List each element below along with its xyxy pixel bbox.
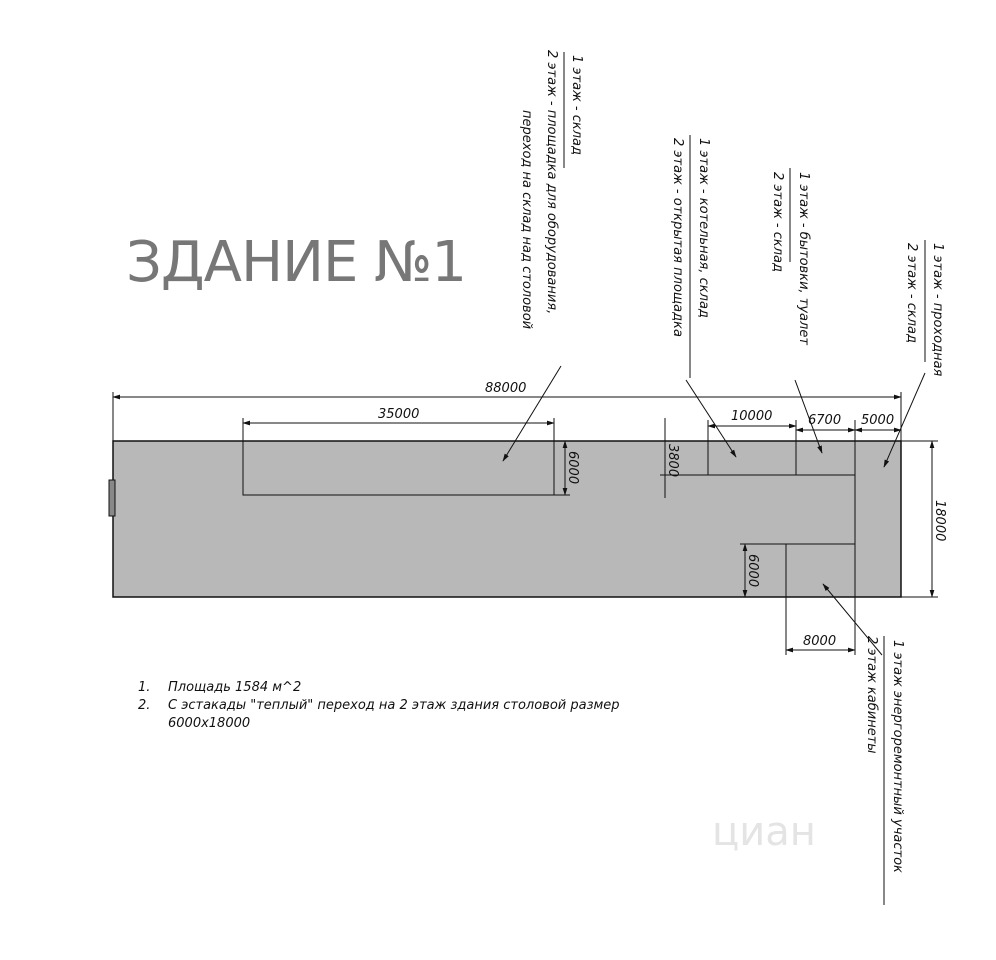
note-2-number: 2.	[138, 698, 151, 713]
checkpoint-floor2: 2 этаж - склад	[904, 243, 919, 344]
amenity-floor2: 2 этаж - склад	[770, 172, 785, 273]
dim-35000: 35000	[378, 407, 420, 422]
note-1-text: Площадь 1584 м^2	[168, 680, 302, 695]
callout-energy	[864, 636, 905, 905]
dimension-energy-width	[786, 597, 855, 655]
warehouse-floor2: 2 этаж - площадка для оборудования,	[544, 50, 559, 315]
note-1-number: 1.	[138, 680, 151, 695]
dim-8000: 8000	[803, 634, 837, 649]
dimension-overall-length	[113, 381, 901, 441]
dimension-overall-depth	[901, 441, 947, 597]
dimension-hall-length	[243, 407, 554, 441]
dim-6700: 6700	[808, 413, 842, 428]
note-2-text-cont: 6000x18000	[168, 716, 251, 731]
watermark: циан	[712, 809, 816, 855]
dim-3800: 3800	[665, 444, 680, 478]
callout-checkpoint	[904, 240, 945, 377]
amenity-floor1: 1 этаж - бытовки, туалет	[796, 172, 811, 345]
warehouse-floor1: 1 этаж - склад	[569, 55, 584, 156]
building-outline	[113, 441, 901, 597]
dimension-top-right-chain	[708, 409, 901, 441]
energy-floor1: 1 этаж энергоремонтный участок	[890, 640, 905, 873]
dim-18000: 18000	[932, 500, 947, 542]
dim-88000: 88000	[485, 381, 527, 396]
notes-block	[138, 680, 620, 731]
dim-6000-energy: 6000	[745, 554, 760, 588]
boiler-floor2: 2 этаж - открытая площадка	[670, 138, 685, 337]
dim-5000: 5000	[861, 413, 895, 428]
dim-6000-hall: 6000	[565, 451, 580, 485]
callout-boiler	[670, 135, 711, 378]
dim-10000: 10000	[731, 409, 773, 424]
note-2-text: С эстакады "теплый" переход на 2 этаж здания столовой размер	[168, 698, 620, 713]
callout-amenity	[770, 168, 811, 345]
entrance-door	[109, 480, 115, 516]
warehouse-floor2-cont: переход на склад над столовой	[519, 110, 534, 330]
boiler-floor1: 1 этаж - котельная, склад	[696, 138, 711, 318]
callout-warehouse	[519, 50, 584, 329]
checkpoint-floor1: 1 этаж - проходная	[930, 243, 945, 377]
drawing-title: ЗДАНИЕ №1	[126, 230, 467, 295]
energy-floor2: 2 этаж кабинеты	[864, 636, 879, 754]
